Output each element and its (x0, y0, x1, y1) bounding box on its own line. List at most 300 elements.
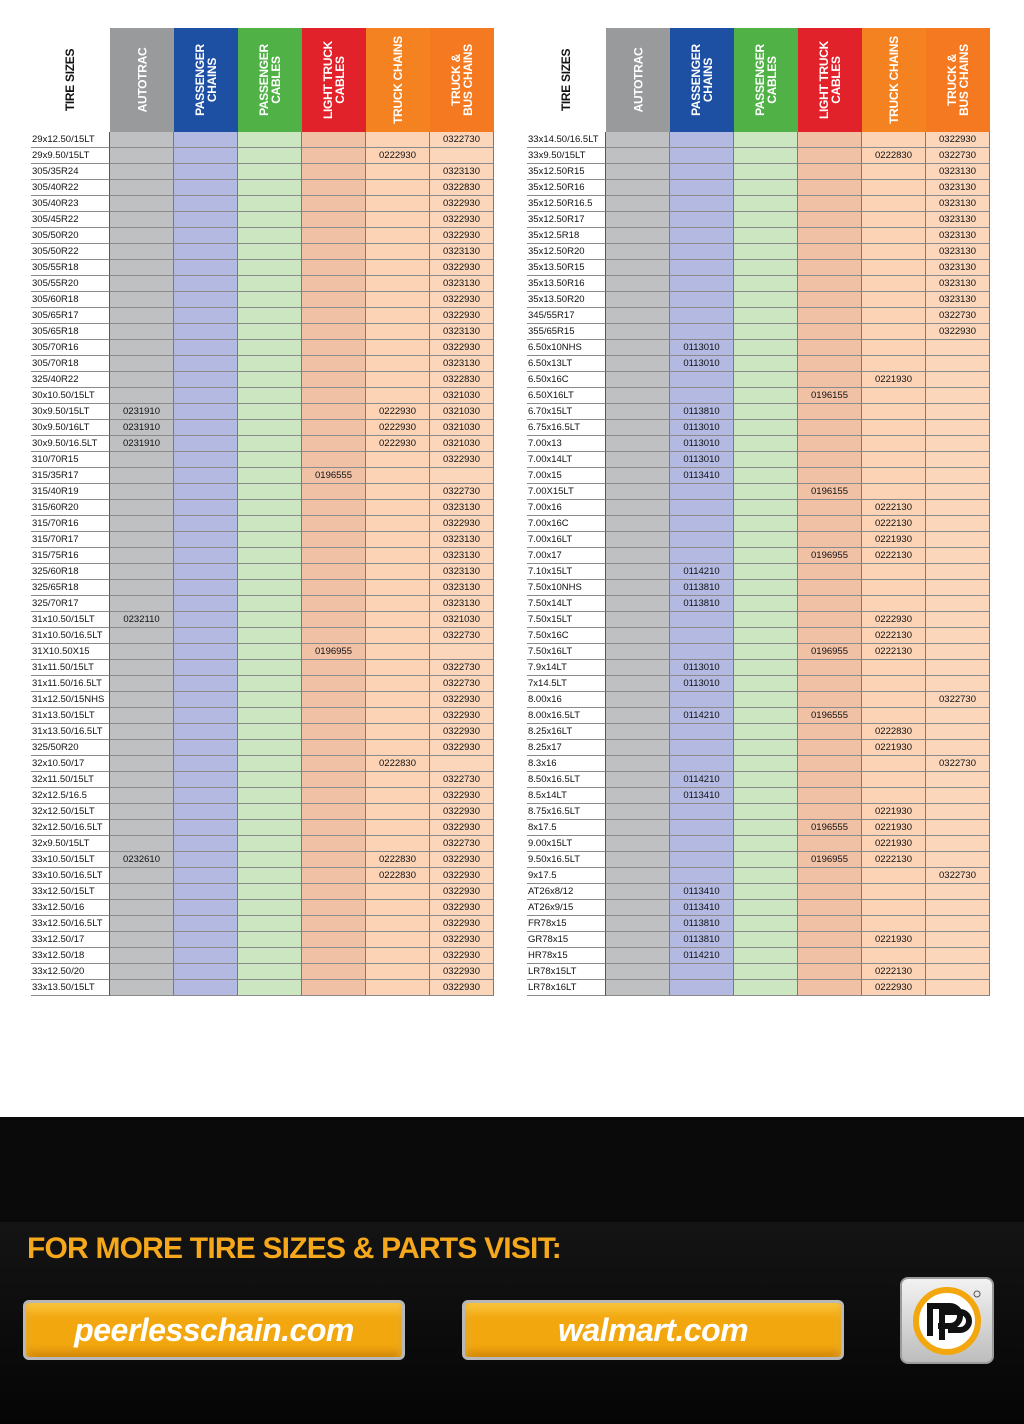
part-number-cell (734, 292, 798, 308)
part-number-cell (174, 372, 238, 388)
table-row (31, 244, 494, 260)
table-row (527, 324, 990, 340)
part-number-cell (302, 916, 366, 932)
part-number-cell: 0322830 (430, 180, 494, 196)
part-number-cell (606, 628, 670, 644)
part-number-cell (798, 580, 862, 596)
part-number-cell (174, 820, 238, 836)
part-number-cell (670, 804, 734, 820)
part-number-cell (430, 644, 494, 660)
tire-size-cell: 7.50x16C (527, 628, 606, 644)
part-number-cell: 0323130 (430, 276, 494, 292)
part-number-cell (926, 884, 990, 900)
part-number-cell (670, 612, 734, 628)
part-number-cell (606, 164, 670, 180)
part-number-cell (926, 484, 990, 500)
tire-size-cell: 31x13.50/15LT (31, 708, 110, 724)
part-number-cell (862, 948, 926, 964)
tire-size-cell: 325/50R20 (31, 740, 110, 756)
table-row (31, 372, 494, 388)
part-number-cell (110, 644, 174, 660)
footer-heading: FOR MORE TIRE SIZES & PARTS VISIT: (27, 1232, 561, 1265)
part-number-cell (670, 276, 734, 292)
part-number-cell: 0322930 (430, 916, 494, 932)
part-number-cell: 0322730 (926, 868, 990, 884)
tire-size-cell: 33x10.50/16.5LT (31, 868, 110, 884)
part-number-cell (174, 660, 238, 676)
part-number-cell (606, 500, 670, 516)
part-number-cell (302, 740, 366, 756)
part-number-cell (174, 676, 238, 692)
part-number-cell (302, 388, 366, 404)
part-number-cell (238, 340, 302, 356)
part-number-cell (302, 820, 366, 836)
part-number-cell: 0323130 (926, 164, 990, 180)
tire-size-cell: 7.00x16C (527, 516, 606, 532)
tire-size-cell: 7.00x13 (527, 436, 606, 452)
part-number-cell (734, 884, 798, 900)
table-row (527, 868, 990, 884)
part-number-cell (606, 948, 670, 964)
part-number-cell (606, 980, 670, 996)
part-number-cell: 0222930 (366, 420, 430, 436)
part-number-cell (302, 452, 366, 468)
peerlesschain-link-button[interactable] (23, 1300, 405, 1360)
part-number-cell (798, 724, 862, 740)
part-number-cell: 0322930 (430, 452, 494, 468)
part-number-cell (430, 756, 494, 772)
part-number-cell: 0222830 (862, 724, 926, 740)
tire-size-cell: 29x12.50/15LT (31, 132, 110, 148)
part-number-cell (798, 612, 862, 628)
part-number-cell (110, 740, 174, 756)
part-number-cell: 0322930 (430, 884, 494, 900)
tire-size-cell: 305/45R22 (31, 212, 110, 228)
part-number-cell (238, 644, 302, 660)
part-number-cell (734, 644, 798, 660)
part-number-cell (110, 596, 174, 612)
part-number-cell (670, 692, 734, 708)
part-number-cell (606, 468, 670, 484)
part-number-cell (366, 628, 430, 644)
part-number-cell: 0231910 (110, 436, 174, 452)
part-number-cell (238, 180, 302, 196)
part-number-cell (606, 692, 670, 708)
part-number-cell: 0322930 (430, 740, 494, 756)
part-number-cell: 0322930 (430, 196, 494, 212)
part-number-cell (174, 628, 238, 644)
part-number-cell (238, 484, 302, 500)
part-number-cell (926, 580, 990, 596)
part-number-cell: 0323130 (926, 228, 990, 244)
column-header (862, 28, 926, 132)
part-number-cell (302, 596, 366, 612)
part-number-cell: 0322930 (430, 980, 494, 996)
part-number-cell (174, 292, 238, 308)
tire-size-cell: 7.00x16 (527, 500, 606, 516)
part-number-cell (366, 692, 430, 708)
column-header-text: TRUCK & (449, 54, 463, 106)
column-header-label (258, 44, 282, 116)
table-row (527, 820, 990, 836)
table-row (527, 548, 990, 564)
part-number-cell (174, 436, 238, 452)
part-number-cell (926, 980, 990, 996)
part-number-cell (366, 580, 430, 596)
tire-size-cell: 305/40R23 (31, 196, 110, 212)
header-row (527, 28, 990, 132)
part-number-cell (302, 244, 366, 260)
part-number-cell (302, 516, 366, 532)
tire-size-cell: 7.9x14LT (527, 660, 606, 676)
part-number-cell (606, 244, 670, 260)
part-number-cell (110, 836, 174, 852)
part-number-cell: 0322930 (926, 324, 990, 340)
part-number-cell (302, 548, 366, 564)
column-header-text: BUS CHAINS (461, 44, 475, 116)
part-number-cell (110, 244, 174, 260)
tire-size-cell: FR78x15 (527, 916, 606, 932)
part-number-cell (174, 596, 238, 612)
part-number-cell (174, 868, 238, 884)
part-number-cell (238, 404, 302, 420)
part-number-cell: 0196555 (798, 820, 862, 836)
tire-size-cell: 315/70R17 (31, 532, 110, 548)
part-number-cell (606, 564, 670, 580)
part-number-cell (670, 724, 734, 740)
part-number-cell (238, 356, 302, 372)
part-number-cell (110, 468, 174, 484)
tire-size-cell: 6.50X16LT (527, 388, 606, 404)
tire-size-cell: 7.00x17 (527, 548, 606, 564)
part-number-cell (670, 836, 734, 852)
part-number-cell (862, 452, 926, 468)
part-number-cell (734, 804, 798, 820)
part-number-cell (670, 292, 734, 308)
part-number-cell (174, 948, 238, 964)
part-number-cell (606, 708, 670, 724)
table-row (31, 340, 494, 356)
part-number-cell: 0323130 (926, 180, 990, 196)
part-number-cell: 0232110 (110, 612, 174, 628)
part-number-cell (366, 804, 430, 820)
part-number-cell (302, 420, 366, 436)
part-number-cell (606, 660, 670, 676)
table-row (31, 852, 494, 868)
part-number-cell: 0114210 (670, 708, 734, 724)
part-number-cell (670, 308, 734, 324)
part-number-cell (926, 676, 990, 692)
table-row (527, 180, 990, 196)
part-number-cell (110, 804, 174, 820)
table-row (527, 964, 990, 980)
table-row (31, 548, 494, 564)
part-number-cell (862, 468, 926, 484)
part-number-cell (926, 612, 990, 628)
part-number-cell (862, 212, 926, 228)
peerless-logo-icon (910, 1286, 984, 1356)
table-row (31, 468, 494, 484)
part-number-cell (110, 516, 174, 532)
part-number-cell (862, 228, 926, 244)
table-row (31, 564, 494, 580)
part-number-cell (862, 756, 926, 772)
table-row (527, 692, 990, 708)
part-number-cell (798, 772, 862, 788)
part-number-cell (862, 132, 926, 148)
part-number-cell (734, 228, 798, 244)
part-number-cell (174, 708, 238, 724)
part-number-cell (366, 164, 430, 180)
part-number-cell (366, 372, 430, 388)
part-number-cell (238, 292, 302, 308)
part-number-cell (366, 292, 430, 308)
column-header-label (632, 48, 644, 113)
tire-size-cell: 305/60R18 (31, 292, 110, 308)
part-number-cell (110, 660, 174, 676)
part-number-cell (926, 772, 990, 788)
tire-size-cell: 8x17.5 (527, 820, 606, 836)
part-number-cell: 0321030 (430, 404, 494, 420)
part-number-cell (302, 564, 366, 580)
part-number-cell (926, 788, 990, 804)
table-row (527, 980, 990, 996)
part-number-cell (366, 772, 430, 788)
part-number-cell (862, 276, 926, 292)
tire-size-cell: LR78x15LT (527, 964, 606, 980)
part-number-cell (302, 980, 366, 996)
part-number-cell (798, 932, 862, 948)
tire-size-cell: 35x13.50R15 (527, 260, 606, 276)
part-number-cell: 0322930 (430, 308, 494, 324)
part-number-cell (734, 340, 798, 356)
tire-size-cell: 325/65R18 (31, 580, 110, 596)
part-number-cell (302, 692, 366, 708)
part-number-cell (366, 916, 430, 932)
part-number-cell (366, 516, 430, 532)
part-number-cell (366, 836, 430, 852)
part-number-cell (862, 580, 926, 596)
part-number-cell (862, 660, 926, 676)
part-number-cell (606, 868, 670, 884)
table-row (31, 436, 494, 452)
tire-size-cell: 31x11.50/15LT (31, 660, 110, 676)
part-number-cell: 0322930 (430, 692, 494, 708)
part-number-cell (862, 164, 926, 180)
part-number-cell (110, 756, 174, 772)
part-number-cell (238, 244, 302, 260)
part-number-cell: 0322730 (430, 484, 494, 500)
part-number-cell (238, 868, 302, 884)
column-header (670, 28, 734, 132)
part-number-cell: 0323130 (926, 292, 990, 308)
part-number-cell (670, 868, 734, 884)
part-number-cell (734, 180, 798, 196)
part-number-cell (670, 484, 734, 500)
part-number-cell (110, 772, 174, 788)
part-number-cell (734, 948, 798, 964)
part-number-cell (238, 420, 302, 436)
part-number-cell: 0222830 (366, 756, 430, 772)
part-number-cell (798, 260, 862, 276)
part-number-cell (110, 916, 174, 932)
part-number-cell (734, 420, 798, 436)
part-number-cell: 0113810 (670, 916, 734, 932)
table-row (527, 372, 990, 388)
part-number-cell (926, 340, 990, 356)
part-number-cell (670, 388, 734, 404)
part-number-cell (798, 244, 862, 260)
part-number-cell (926, 644, 990, 660)
tire-size-cell: 32x9.50/15LT (31, 836, 110, 852)
column-header-text: LIGHT TRUCK (321, 40, 335, 120)
tire-size-cell: 7.00x15 (527, 468, 606, 484)
part-number-cell: 0323130 (430, 564, 494, 580)
part-number-cell (110, 788, 174, 804)
part-number-cell (798, 404, 862, 420)
part-number-cell (238, 964, 302, 980)
part-number-cell (606, 340, 670, 356)
part-number-cell (926, 516, 990, 532)
tire-size-cell: 9.00x15LT (527, 836, 606, 852)
part-number-cell (862, 676, 926, 692)
tire-size-cell: 305/55R18 (31, 260, 110, 276)
tire-size-cell: 32x10.50/17 (31, 756, 110, 772)
table-row (527, 596, 990, 612)
part-number-cell (670, 164, 734, 180)
column-header (430, 28, 494, 132)
part-number-cell (110, 948, 174, 964)
part-number-cell (734, 468, 798, 484)
table-row (527, 340, 990, 356)
part-number-cell (110, 356, 174, 372)
part-number-cell (238, 212, 302, 228)
part-number-cell: 0323130 (926, 244, 990, 260)
part-number-cell (366, 340, 430, 356)
part-number-cell (926, 596, 990, 612)
part-number-cell (670, 516, 734, 532)
part-number-cell (174, 516, 238, 532)
part-number-cell (862, 788, 926, 804)
part-number-cell (734, 212, 798, 228)
column-header-text: LIGHT TRUCK (817, 40, 831, 120)
table-row (527, 916, 990, 932)
part-number-cell: 0321030 (430, 612, 494, 628)
part-number-cell (302, 836, 366, 852)
part-number-cell (302, 260, 366, 276)
part-number-cell: 0222130 (862, 548, 926, 564)
column-header-label (322, 41, 346, 119)
part-number-cell (110, 308, 174, 324)
tire-size-cell: 7.00x14LT (527, 452, 606, 468)
part-number-cell: 0221930 (862, 804, 926, 820)
part-number-cell (606, 484, 670, 500)
table-row (31, 516, 494, 532)
part-number-cell (238, 324, 302, 340)
part-number-cell (798, 964, 862, 980)
part-number-cell (174, 404, 238, 420)
tire-size-cell: 305/70R16 (31, 340, 110, 356)
part-number-cell: 0322730 (926, 756, 990, 772)
part-number-cell: 0323130 (430, 356, 494, 372)
tire-size-cell: 32x12.5/16.5 (31, 788, 110, 804)
part-number-cell (366, 564, 430, 580)
part-number-cell: 0113010 (670, 420, 734, 436)
part-number-cell (734, 372, 798, 388)
table-row (527, 484, 990, 500)
table-row (527, 788, 990, 804)
part-number-cell (734, 548, 798, 564)
part-number-cell: 0322930 (430, 964, 494, 980)
part-number-cell (238, 388, 302, 404)
part-number-cell (734, 836, 798, 852)
part-number-cell: 0113410 (670, 468, 734, 484)
column-header (174, 28, 238, 132)
tire-size-cell: 7.10x15LT (527, 564, 606, 580)
tire-size-cell: 33x12.50/16 (31, 900, 110, 916)
tire-size-cell: 30x9.50/15LT (31, 404, 110, 420)
tire-size-cell: 35x12.50R17 (527, 212, 606, 228)
part-number-cell: 0323130 (926, 196, 990, 212)
part-number-cell (734, 564, 798, 580)
part-number-cell (734, 740, 798, 756)
part-number-cell (366, 132, 430, 148)
part-number-cell: 0222930 (366, 404, 430, 420)
column-header-text: TRUCK CHAINS (887, 36, 902, 124)
column-header-label (136, 48, 148, 113)
part-number-cell (366, 948, 430, 964)
table-row (31, 260, 494, 276)
column-header (798, 28, 862, 132)
part-number-cell (302, 788, 366, 804)
part-number-cell (110, 884, 174, 900)
part-number-cell: 0322930 (430, 228, 494, 244)
part-number-cell (606, 932, 670, 948)
part-number-cell (798, 564, 862, 580)
table-row (527, 212, 990, 228)
tire-size-table-left (31, 28, 494, 996)
part-number-cell: 0231910 (110, 404, 174, 420)
part-number-cell (734, 132, 798, 148)
part-number-cell (862, 900, 926, 916)
peerlesschain-link-label: peerlesschain.com (74, 1311, 354, 1348)
part-number-cell: 0222130 (862, 644, 926, 660)
tire-size-cell: 31x10.50/15LT (31, 612, 110, 628)
tire-size-cell: 7.00x16LT (527, 532, 606, 548)
part-number-cell (862, 916, 926, 932)
part-number-cell: 0322730 (430, 836, 494, 852)
table-row (527, 884, 990, 900)
part-number-cell (734, 628, 798, 644)
part-number-cell: 0114210 (670, 948, 734, 964)
part-number-cell (926, 964, 990, 980)
part-number-cell: 0323130 (430, 596, 494, 612)
part-number-cell (798, 468, 862, 484)
part-number-cell (606, 852, 670, 868)
part-number-cell: 0322730 (430, 676, 494, 692)
part-number-cell (366, 724, 430, 740)
table-row (527, 244, 990, 260)
part-number-cell (366, 548, 430, 564)
part-number-cell: 0222930 (366, 148, 430, 164)
part-number-cell: 0231910 (110, 420, 174, 436)
part-number-cell: 0322930 (430, 932, 494, 948)
walmart-link-button[interactable] (462, 1300, 844, 1360)
part-number-cell (174, 836, 238, 852)
part-number-cell (110, 148, 174, 164)
part-number-cell (238, 804, 302, 820)
part-number-cell (110, 228, 174, 244)
